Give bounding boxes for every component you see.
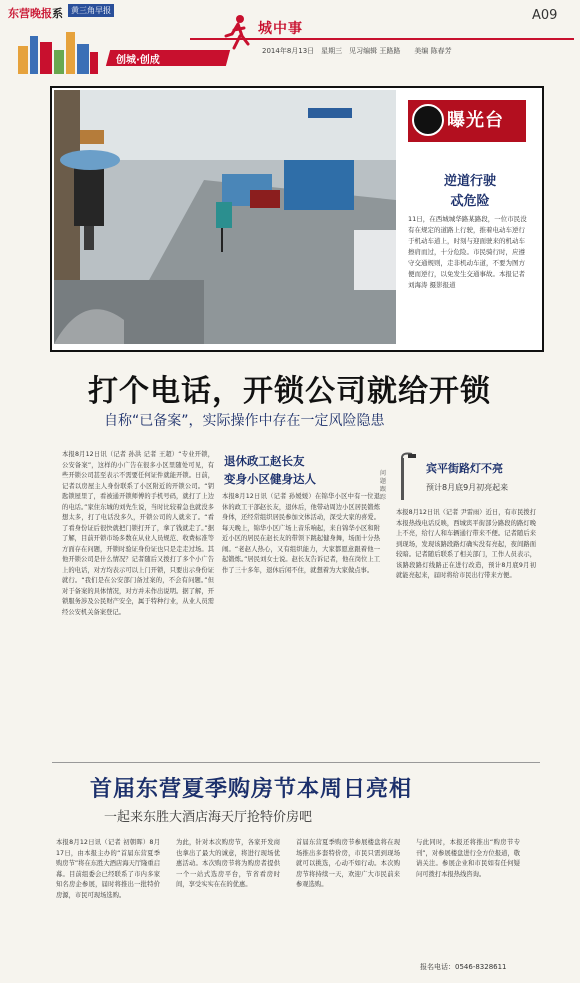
- main-headline: 打个电话，开锁公司就给开锁: [88, 374, 491, 409]
- section-underline: [190, 38, 574, 40]
- photo-caption: 11日，在西城城华路某路段，一位市民没有在规定的道路上行驶，推着电动车逆行于机动车道上，时刻与迎面驶来的机动车擦肩而过，十分危险。市民骑行时，应遵守交通规则，走非机动车道，不要为图方便而逆行，以免发生交通事故。本报记者 刘海涛 摄影报道: [408, 215, 527, 289]
- target-icon: [412, 104, 444, 136]
- main-article-body: 本报8月12日讯（记者 孙洪 记者 王超）“专业开锁，公安备案”，这样的小广告在很多小区里随处可见，有些开锁公司甚至表示不需要任何证件就能开锁。日前，记者以房屋主人身份联系了小区附近的开锁公司。“钥匙锁屋里了，看被通开锁师傅的手机号码，就打了上边的电话。”家住东城的刘先生说，当时比较着急也就没多想太多，打了电话没多久，开锁公司的人就来了。“看了看身份证后很快就把门锁打开了，拿了钱就走了。”据了解，目前开锁市场多数在从业人员规范、收费标准等方面存在问题，开锁时验证身份证也只是走走过场。其他开锁公司是什么情况？记者随后又拨打了多个小广告上的电话，对方均表示可以上门开锁，只要出示身份证就行。“我们是在公安部门备过案的，不会有问题。”但对于备案的具体情况，对方并未作出说明。据了解，开锁服务涉及公民财产安全，属于特种行业，从业人员需经公安机关备案登记。: [62, 451, 214, 616]
- article3-subheadline: 预计8月底9月初亮起来: [426, 483, 509, 492]
- article4-col3: 首届东营夏季购房节参展楼盘将在现场推出多套特价房，市民只需到现场就可以挑选，心动不如行动。本次购房节将持续一天，欢迎广大市民前来参观选购。: [296, 839, 400, 888]
- page-number: A09: [532, 8, 558, 23]
- series-box: 黄三角早报: [68, 4, 114, 17]
- expose-badge-label: 曝光台: [447, 110, 504, 131]
- second-headline: 首届东营夏季购房节本周日亮相: [90, 777, 413, 802]
- main-subheadline: 自称“已备案”，实际操作中存在一定风险隐患: [104, 413, 385, 429]
- photo-headline-line1: 逆道行驶: [443, 174, 496, 189]
- article4-col4: 与此同时，本报还将推出“购房节专刊”，对参展楼盘进行全方位报道，敬请关注。参展企业和市民如有任何疑问可拨打本报热线咨询。: [416, 839, 520, 878]
- street-lamp-icon: [388, 450, 418, 500]
- article2-body: 本报8月12日讯（记者 孙媛媛）在锦华小区中有一位退休的政工干部赵长友，退休后，他带动周边小区居民锻炼身体，还经常组织居民参加文体活动，深受大家的喜爱。每天晚上，锦华小区广场上音乐响起，来自锦华小区和附近小区的居民在赵长友的带领下跳起健身舞，场面十分热闹。“老赵人热心，又有组织能力，大家都愿意跟着他一起锻炼。”居民刘女士说。赵长友告诉记者，他在岗位上工作了三十多年，退休后闲不住，就想着为大家做点事。: [222, 493, 380, 574]
- contact-line: 报名电话：0546-8328611: [420, 963, 507, 971]
- article4-col1: 本报8月12日讯（记者 初朝晖）8月17日，由本报主办的“首届东营夏季购房节”将在东胜大酒店海天厅隆重启幕。目前组委会已经联系了市内多家知名房企参展，届时将推出一批特价房源，市民可现场选购。: [56, 839, 160, 899]
- subsection-label: 创城·创成: [116, 55, 160, 66]
- article2-headline-line2: 变身小区健身达人: [224, 472, 316, 486]
- second-subheadline: 一起来东胜大酒店海天厅抢特价房吧: [104, 810, 313, 825]
- city-skyline-graphic: [18, 22, 98, 74]
- article4-col2: 为此，针对本次购房节，各家开发商也拿出了最大的诚意，将进行现场优惠活动。本次购房节将为购房者提供一个一站式选房平台，节省看房时间，享受实实在在的优惠。: [176, 839, 280, 888]
- side-tag: 问题跟踪: [380, 470, 387, 501]
- page-meta: 2014年8月13日 星期三 见习编辑 王路路 美编 陈春芳: [262, 47, 452, 55]
- photo-headline-line2: 忒危险: [450, 194, 490, 209]
- paper-name: 东营晚报系: [8, 7, 63, 20]
- street-photo: [54, 90, 396, 344]
- section-divider: [52, 762, 540, 763]
- section-title: 城中事: [258, 21, 303, 37]
- photo-headline: [430, 172, 510, 212]
- runner-icon: [222, 14, 252, 50]
- article2-headline-line1: 退休政工赵长友: [224, 454, 305, 468]
- article2-headline: [224, 452, 374, 488]
- article3-body: 本报8月12日讯（记者 尹雷雨）近日，有市民拨打本报热线电话反映，西城宾平街部分路段的路灯晚上不亮，给行人和车辆通行带来不便。记者随后来到现场，发现该路段路灯确实没有亮起，夜间路面较暗。记者随后联系了相关部门，工作人员表示，该路段路灯线路正在进行改造，预计8月底9月初就能亮起来，届时将给市民出行带来方便。: [396, 509, 536, 579]
- article3-headline: 宾平街路灯不亮: [426, 462, 503, 475]
